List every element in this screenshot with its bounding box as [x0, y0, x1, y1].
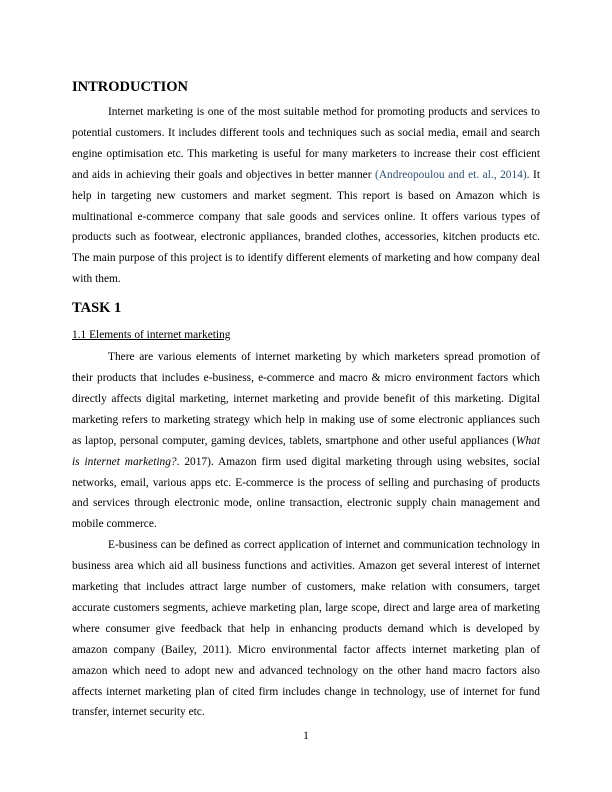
introduction-text-b: . It help in targeting new customers and market segment. This report is based on Amazon which is multinational e-commerce company that sale goods and services online. It offers various types of products such as footwear, electronic appliances, branded clothes, accessories, kitchen products etc. The main purpose of this project is to identify different elements of marketing and how company deal with them.	[72, 168, 540, 286]
document-page	[72, 78, 540, 723]
citation-andreopoulou: (Andreopoulou and et. al., 2014)	[375, 168, 527, 181]
introduction-heading: INTRODUCTION	[72, 79, 189, 95]
task1-paragraph-2: E-business can be defined as correct application of internet and communication technology in business area which aid all business functions and activities. Amazon get several interest of internet marketing that includes attract large number of customers, make relation with consumers, target accurate customers segments, achieve marketing plan, large scope, direct and large area of marketing where consumer give feedback that help in enhancing products demand which is developed by amazon company (Bailey, 2011). Micro environmental factor affects internet marketing plan of amazon which need to adopt new and advanced technology on the other hand macro factors also affects internet marketing plan of cited firm includes change in technology, use of internet for fund transfer, internet security etc.	[72, 539, 540, 719]
task1-p1-text-a: There are various elements of internet marketing by which marketers spread promotion of their products that includes e-business, e-commerce and macro & micro environment factors which directly affects digital marketing, internet marketing and provide benefit of this marketing. Digital marketing refers to marketing strategy which help in making use of some electronic appliances such as laptop, personal computer, gaming devices, tablets, smartphone and other useful appliances (	[72, 351, 540, 447]
task1-p1-italic-citation: What is internet marketing?	[72, 434, 540, 468]
task1-paragraph-1	[72, 347, 540, 535]
task1-heading: TASK 1	[72, 300, 122, 317]
task1-p1-text-b: . 2017). Amazon firm used digital marketing through using websites, social networks, email, various apps etc. E-commerce is the process of selling and purchasing of products and services through electronic mode, online transaction, electronic supply chain management and mobile commerce.	[72, 455, 541, 531]
introduction-paragraph	[72, 102, 540, 290]
task1-subheading: 1.1 Elements of internet marketing	[72, 329, 231, 342]
page-number: 1	[303, 730, 309, 742]
introduction-text-a: Internet marketing is one of the most suitable method for promoting products and services to potential customers. It includes different tools and techniques such as social media, email and search engine optimisation etc. This marketing is useful for many marketers to increase their cost efficient and aids in achieving their goals and objectives in better manner	[72, 106, 540, 181]
